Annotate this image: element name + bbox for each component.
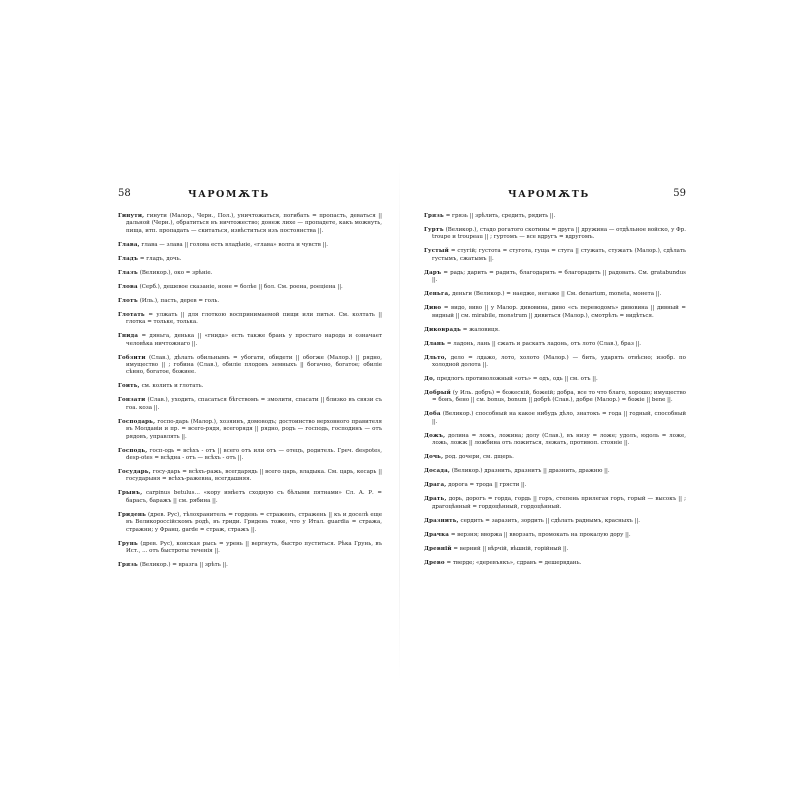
dictionary-entry (118, 355, 382, 377)
dictionary-entry (424, 482, 686, 489)
dictionary-entry (424, 291, 686, 298)
dictionary-entry (424, 496, 686, 511)
entry-text: carpinus betulus… «кору имѣетъ сходную съ бѣлыми пятнами» Сл. А. Р. = барасъ, баражъ || см. рябина ||. (126, 490, 383, 504)
left-page-number: 58 (118, 188, 131, 199)
headword: Гуртъ (424, 227, 444, 233)
headword: Досада, (424, 468, 451, 475)
headword: Добрый (424, 390, 451, 397)
dictionary-entry (424, 227, 686, 242)
headword: Глотъ (118, 297, 138, 304)
headword: До, (424, 376, 436, 383)
headword: Государь, (118, 469, 151, 476)
entry-text: дорь, дорогъ = горда, гордь || горъ, степень прилегая горъ, горый — высокъ || ; драгоцѣнный = гордоцѣнный, гордоцѣнный. (432, 496, 686, 510)
entry-text: (Великор.) способный на какое нибудь дѣло, знатокъ = года || годный, способный ||. (432, 411, 687, 425)
dictionary-entry (118, 242, 382, 249)
entry-text: (Слав.), дѣлать обильнымъ = убогати, обидети || обогже (Малор.) || рядно, имущество || ; гобина (Слав.), обиліе плодовъ земныхъ || богачно, богатое; обиліе сѣнно, богатое, божиее. (126, 354, 382, 376)
headword: Густый (424, 248, 449, 255)
headword: Глазъ (118, 269, 138, 276)
entry-text: (древ. Рус), конская рысь = урень || вергнуть, быстро пуститься. Рѣка Грунь, въ Ист., ... отъ быстроты теченія ||. (126, 540, 383, 555)
dictionary-entry (424, 454, 686, 461)
headword: Глотать (118, 311, 145, 318)
entry-text: (Серб.), дешевое сказаніе, ноне = болѣе || бол. См. роена, роеціена ||. (139, 283, 343, 290)
entry-text: дорога = трода || грясти ||. (448, 482, 527, 489)
headword: Гобзити (118, 354, 146, 361)
entry-text: гинути (Малор., Черн., Пол.), уничтожаться, погибать = пропасть, деваться || дальной (Черн.), обратиться въ ничтожество; донеж лихе — пропадете, какъ можнуть, пища, итп. пропадать — скитаться, извѣститься изъ постоянства ||. (126, 213, 382, 234)
dictionary-entry (424, 546, 686, 553)
dictionary-entry (118, 448, 382, 463)
headword: Гоить, (118, 383, 140, 390)
entry-text: = ладонь, лань || сжать и раскатъ ладонь, отъ лото (Слав.), браз ||. (446, 340, 642, 347)
entry-text: = гладъ, дочь. (139, 255, 182, 262)
headword: Дразнить, (424, 517, 459, 524)
dictionary-entry (118, 270, 382, 277)
dictionary-entry (424, 270, 686, 285)
dictionary-entry (424, 305, 686, 320)
headword: Гнида (118, 333, 139, 340)
entry-text: (Великор.), стадо рогатого скотины = друга || дружина — отдѣльное войско, у Фр. troupe и troupeau || ; гуртомъ — все вдругъ = вдругомъ. (432, 227, 686, 241)
dictionary-entry (118, 419, 382, 441)
dictionary-entry (424, 411, 686, 426)
entry-text: госпо-дарь (Малор.), хозяинъ, домоводъ; достоинство верховного правителя въ Молдавіи и пр. = всего-рядя, всегорядя || рядно, родъ — господь, господинъ — отъ рядовъ, управлять ||. (126, 418, 383, 440)
dictionary-entry (424, 518, 686, 525)
headword: Глава, (118, 241, 140, 248)
headword: Драга, (424, 482, 447, 489)
entry-text: (Великор.) = вразга || зрѣть ||. (139, 562, 228, 569)
headword: Грязь (118, 562, 138, 569)
dictionary-entry (424, 248, 686, 263)
right-page-number: 59 (673, 188, 686, 199)
headword: Гонзати (118, 397, 146, 404)
dictionary-entry (118, 213, 382, 235)
dictionary-entry (118, 490, 382, 505)
left-entries (118, 213, 382, 570)
left-page-header (118, 188, 382, 204)
dictionary-entry (118, 541, 382, 556)
headword: Грунь (118, 540, 138, 547)
right-page-header (424, 188, 686, 204)
entry-text: (Иль.), пасть, дерев = голь. (139, 297, 220, 304)
entry-text: (Великор.) дразнить, дразнитъ || дразнить, дражню ||. (451, 468, 610, 475)
right-page (424, 188, 686, 574)
entry-text: долина = ложъ, ложина; долу (Слав.), въ низу = ложе; удолъ, юдоль = ложе, ложь, ложж || ложбина отъ ложиться, лежать, противоп. стояніе ||. (432, 432, 687, 447)
dictionary-entry (118, 333, 382, 348)
headword: Древо (424, 559, 445, 566)
entry-text: = стугій; густота = стугота, гуща = стуга || стужать, стужатъ (Малор.), сдѣлать густымъ, сжатымъ ||. (432, 248, 687, 262)
entry-text: род. дочери, см. дщерь. (444, 454, 514, 461)
headword: Гинути, (118, 213, 145, 219)
headword: Даръ (424, 269, 442, 276)
page-gutter (399, 160, 400, 680)
dictionary-entry (424, 390, 686, 405)
right-running-title: ЧАРОМѪТЬ (508, 189, 590, 200)
headword: Диковрадь (424, 326, 462, 333)
entry-text: = верзня; вворжа || вворзать, промокать на прокалую дору ||. (450, 531, 631, 538)
dictionary-entry (118, 512, 382, 534)
dictionary-entry (118, 284, 382, 291)
entry-text: = улжать || для глоткою воспринимаемой пищи или питья. См. колтать || глотка = тольке, толька. (126, 311, 383, 326)
headword: Господарь, (118, 418, 156, 425)
headword: Гридень (118, 511, 147, 518)
dictionary-entry (424, 376, 686, 383)
entry-text: (Слав.), уходить, спасаться бѣгствомъ = змолити, спасати || близко въ связи съ гоа. коза ||. (126, 397, 382, 411)
entry-text: = жаловиця. (462, 326, 500, 333)
headword: Грязь (424, 213, 444, 219)
entry-text: госп-одь = всѣхъ - отъ || всего отъ или отъ — отецъ, родитель. Греч. despotes, desp-otes = всѣдна - отъ — всѣхъ - отъ ||. (126, 447, 382, 462)
dictionary-entry (424, 341, 686, 348)
entry-text: см. колить и глотать. (141, 383, 204, 390)
headword: Дочь, (424, 454, 444, 461)
entry-text: = грязь || зрѣлить, средить, рядить ||. (445, 213, 556, 219)
dictionary-entry (424, 532, 686, 539)
headword: Драчка (424, 531, 450, 538)
entry-text: сердить = заразить, зордить || сдѣлать раднымъ, красныхъ ||. (460, 517, 640, 524)
entry-text: предлогъ противоложный «отъ» = одъ, одь || см. отъ ||. (436, 376, 598, 383)
headword: Грывъ, (118, 490, 143, 497)
dictionary-entry (118, 469, 382, 484)
entry-text: = радь; дарить = радить, благодарить = благорадить || радовать. См. gratabundus ||. (432, 269, 686, 284)
dictionary-entry (424, 433, 686, 448)
headword: Господь, (118, 447, 148, 454)
entry-text: госу-дарь = всѣхъ-ражь, всегдарядь || всего царь, владыка. См. царь, кесарь || государыня = всѣхъ-ражевна, всегдашняя. (126, 469, 383, 483)
entry-text: глава — злава || голова есть владѣніе, «глава» волга и чувств ||. (141, 241, 328, 248)
left-running-title: ЧАРОМѪТЬ (188, 189, 270, 200)
dictionary-entry (118, 397, 382, 412)
entry-text: = дяньга, денька || «гнида» есть также брань у простаго народа и означает человѣка ничтожнаго ||. (126, 333, 382, 347)
headword: Древній (424, 545, 452, 552)
right-entries (424, 213, 686, 567)
headword: Дльто, (424, 354, 447, 361)
dictionary-entry (118, 312, 382, 327)
headword: Диво (424, 305, 442, 312)
dictionary-entry (118, 298, 382, 305)
entry-text: = видо, виво || у Малор. дивовина, диво «съ переводомъ» дивовина || дивный = видный || см. mirabile, monstrum || дивиться (Малор.), смотрѣть = видѣться. (432, 305, 686, 319)
entry-text: деньги (Великор.) = наедже, негаже || См. denarium, monetа, монета ||. (452, 291, 662, 298)
dictionary-entry (118, 562, 382, 569)
dictionary-entry (118, 383, 382, 390)
entry-text: (у Иль. добръ) = божескій, божеій; добра, все то что благо, хорошо; имущество = бонъ, бено || см. bonus, bonum || добрѣ (Слав.), добре (Малор.) = божіе || bene ||. (432, 390, 686, 404)
headword: Деньга, (424, 291, 451, 298)
dictionary-entry (424, 355, 686, 370)
dictionary-entry (424, 213, 686, 220)
left-page (118, 188, 382, 576)
dictionary-entry (424, 560, 686, 567)
dictionary-entry (424, 327, 686, 334)
headword: Драть, (424, 496, 447, 503)
headword: Глова (118, 283, 138, 290)
headword: Дожъ, (424, 432, 446, 439)
entry-text: (Великор.), око = зрѣніе. (139, 269, 213, 276)
entry-text: (древ. Рус), тѣлохранитель = гордень = страженъ, стражень || къ и доселѣ еще въ Великороссійскомъ родѣ, въ гриди. Гридень тоже, что у Итал. guardia = стража, стражни; у Франц. garde = страж, стражъ ||. (126, 511, 382, 533)
entry-text: дело = лдажо, лото, холото (Малор.) — бить, ударять отвѣсно; изобр. по холодной долота ||. (432, 354, 686, 369)
entry-text: = верний || вѣрчій, вѣшній, горійный ||. (453, 545, 569, 552)
headword: Длань (424, 340, 446, 347)
headword: Доба (424, 411, 441, 418)
dictionary-entry (118, 256, 382, 263)
entry-text: = тверде; «деревъякъ», сдравъ = дешервдань. (446, 559, 582, 566)
dictionary-entry (424, 468, 686, 475)
headword: Гладъ (118, 255, 139, 262)
